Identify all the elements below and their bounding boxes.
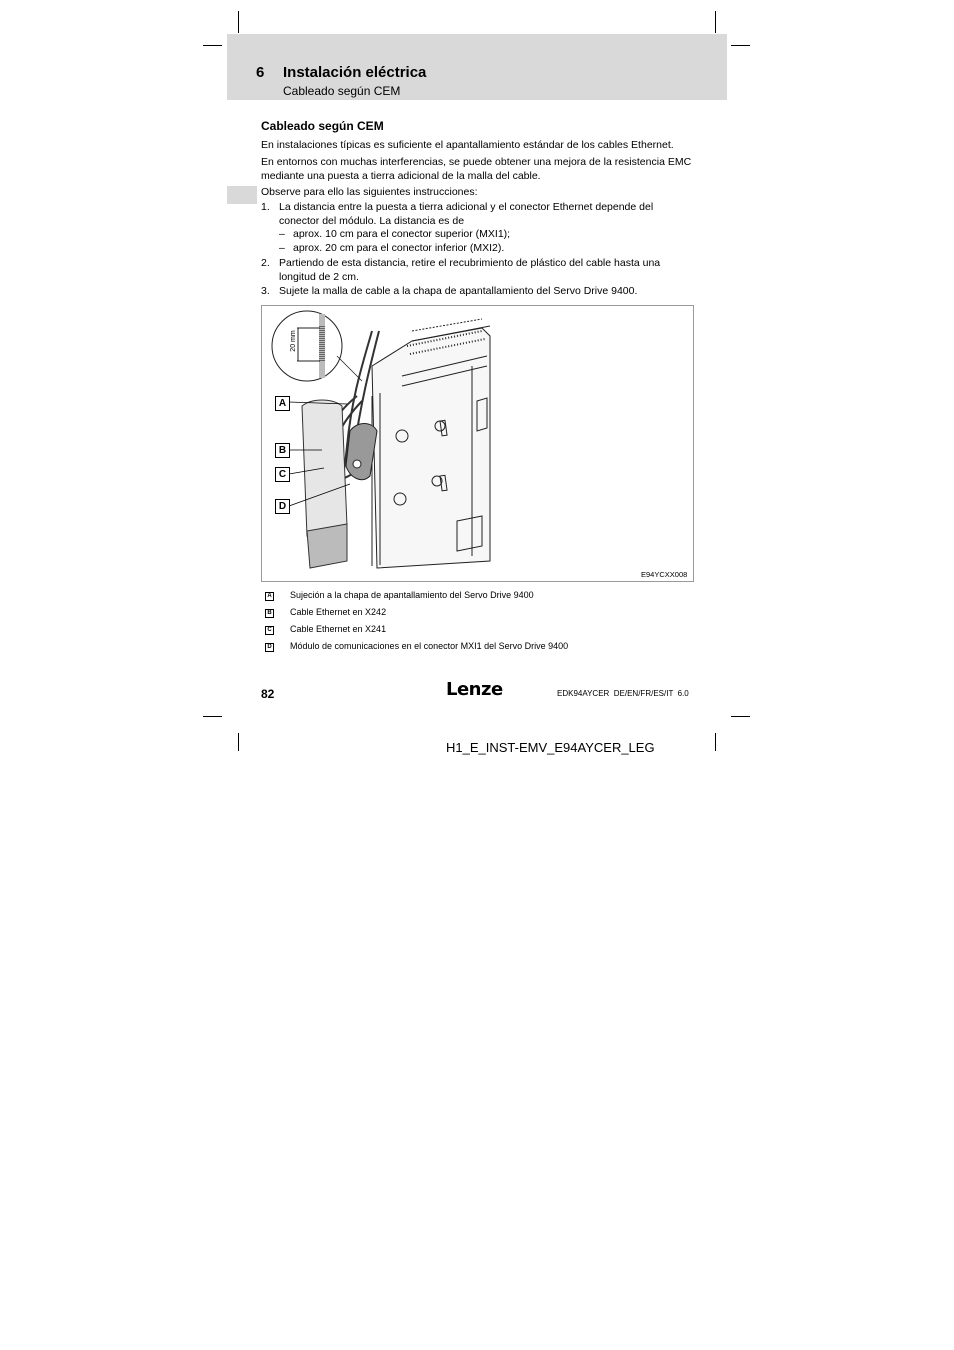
step-subitem: aprox. 20 cm para el conector inferior (MXI2). bbox=[293, 242, 505, 254]
lenze-logo: Lenze bbox=[446, 679, 503, 700]
callout-d: D bbox=[275, 499, 290, 514]
legend-key: A bbox=[265, 592, 274, 601]
callout-a: A bbox=[275, 396, 290, 411]
figure-id: E94YCXX008 bbox=[641, 570, 688, 579]
crop-mark bbox=[731, 716, 750, 717]
crop-mark bbox=[715, 733, 716, 751]
step-subitem: aprox. 10 cm para el conector superior (MXI1); bbox=[293, 228, 511, 240]
step-number: 2. bbox=[261, 257, 270, 269]
legend-text: Cable Ethernet en X242 bbox=[290, 607, 387, 617]
detail-inset bbox=[272, 311, 362, 381]
shield-clamp-illustration bbox=[262, 306, 693, 581]
step-number: 3. bbox=[261, 285, 270, 297]
crop-mark bbox=[203, 45, 222, 46]
step-text: Partiendo de esta distancia, retire el recubrimiento de plástico del cable hasta una longitud de 2 cm. bbox=[279, 257, 661, 283]
chapter-subtitle: Cableado según CEM bbox=[283, 84, 401, 98]
crop-mark bbox=[238, 733, 239, 751]
legend-key: D bbox=[265, 643, 274, 652]
legend-key: C bbox=[265, 626, 274, 635]
callout-b: B bbox=[275, 443, 290, 458]
chapter-title: Instalación eléctrica bbox=[283, 64, 427, 81]
dash-bullet: – bbox=[279, 228, 285, 240]
dash-bullet: – bbox=[279, 242, 285, 254]
legend-key: B bbox=[265, 609, 274, 618]
dimension-label: 20 mm bbox=[290, 330, 297, 352]
crop-mark bbox=[203, 716, 222, 717]
step-text: La distancia entre la puesta a tierra adicional y el conector Ethernet depende del conector del módulo. La distancia es de bbox=[279, 201, 654, 227]
servo-drive-housing bbox=[372, 319, 490, 568]
crop-mark bbox=[715, 11, 716, 33]
legend-text: Módulo de comunicaciones en el conector MXI1 del Servo Drive 9400 bbox=[290, 641, 569, 651]
paragraph: En instalaciones típicas es suficiente el apantallamiento estándar de los cables Ethernet. bbox=[261, 139, 674, 151]
job-label: H1_E_INST-EMV_E94AYCER_LEG bbox=[446, 740, 655, 755]
document-code: EDK94AYCER DE/EN/FR/ES/IT 6.0 bbox=[557, 689, 689, 698]
step-text: Sujete la malla de cable a la chapa de apantallamiento del Servo Drive 9400. bbox=[279, 285, 638, 297]
page-number: 82 bbox=[261, 687, 275, 701]
crop-mark bbox=[731, 45, 750, 46]
installation-figure bbox=[261, 305, 694, 582]
cable-jacket bbox=[302, 400, 347, 568]
paragraph: Observe para ello las siguientes instrucciones: bbox=[261, 186, 478, 198]
legend-text: Cable Ethernet en X241 bbox=[290, 624, 387, 634]
crop-mark bbox=[238, 11, 239, 33]
step-number: 1. bbox=[261, 201, 270, 213]
callout-c: C bbox=[275, 467, 290, 482]
chapter-number: 6 bbox=[256, 64, 265, 81]
section-title: Cableado según CEM bbox=[261, 119, 384, 133]
paragraph: En entornos con muchas interferencias, se puede obtener una mejora de la resistencia EMC mediante una puesta a tierra adicional de la malla del cable. bbox=[261, 156, 692, 182]
legend-text: Sujeción a la chapa de apantallamiento del Servo Drive 9400 bbox=[290, 590, 534, 600]
margin-marker bbox=[227, 186, 257, 204]
